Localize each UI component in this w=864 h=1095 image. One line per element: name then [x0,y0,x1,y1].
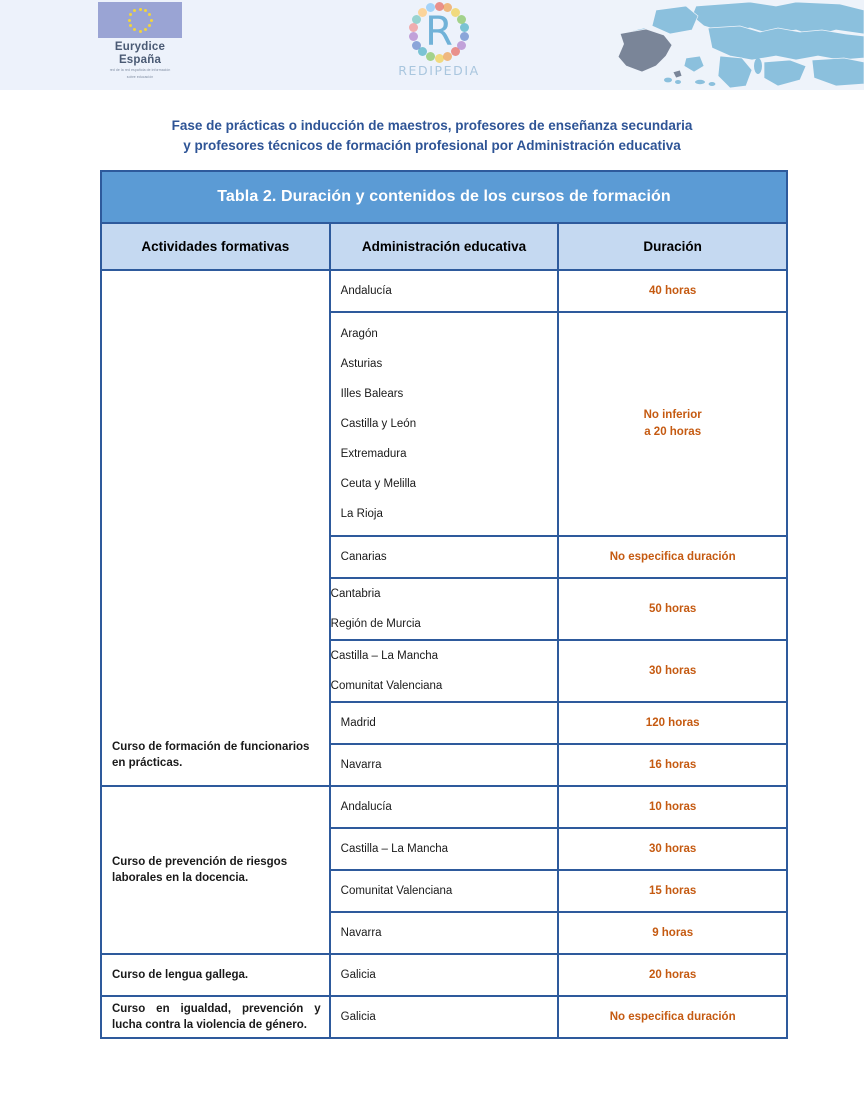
administracion-name: Asturias [340,358,383,370]
administracion-name: Castilla y León [340,418,417,430]
eu-flag-star [139,8,142,11]
duracion-text: 120 horas [645,716,700,729]
activity-cell: Curso en igualdad, prevención y lucha contra la violencia de género. [101,996,330,1038]
administracion-name: Extremadura [340,448,407,460]
administracion-name: Andalucía [340,285,392,297]
eu-flag-star [144,28,147,31]
administracion-cell [330,702,559,744]
duracion-cell [558,870,787,912]
duracion-cell [558,786,787,828]
administracion-cell [330,870,559,912]
table-row [101,270,787,312]
redipedia-logo-name: REDIPEDIA [398,63,480,78]
duracion-text: 40 horas [649,284,697,297]
eu-flag-star [133,28,136,31]
duracion-cell [558,912,787,954]
duracion-text: 30 horas [649,842,697,855]
duracion-text: 15 horas [649,884,697,897]
redipedia-ring-icon [408,1,470,63]
duracion-cell [558,536,787,578]
redipedia-letter-r: R [425,9,453,55]
duracion-cell [558,954,787,996]
activity-cell: Curso de formación de funcionarios en prácticas. [101,270,330,786]
eu-flag-star [148,13,151,16]
duracion-cell [558,312,787,536]
eurydice-logo-subtitle-line1: red de la red española de información [109,68,171,72]
administracion-name: Galicia [340,1011,376,1023]
duracion-cell [558,640,787,702]
table-title: Tabla 2. Duración y contenidos de los cursos de formación [101,171,787,223]
europe-map-icon [600,0,864,90]
eu-flag-star [144,9,147,12]
administracion-name: Comunitat Valenciana [340,885,453,897]
eu-flag-star [150,19,153,22]
administracion-name: Comunitat Valenciana [330,680,443,692]
administracion-name: Ceuta y Melilla [340,478,417,490]
administracion-cell [330,312,559,536]
figure-caption [0,116,864,156]
administracion-name: Navarra [340,759,382,771]
duracion-text: 50 horas [649,602,697,615]
administracion-name: Illes Balears [340,388,404,400]
eu-flag-icon [98,2,182,38]
duracion-cell [558,828,787,870]
duracion-text: No especifica duración [609,1010,736,1023]
column-header-duracion: Duración [558,223,787,270]
eurydice-espana-logo [88,2,192,79]
administracion-name: Madrid [340,717,376,729]
duracion-text: 9 horas [652,926,694,939]
eurydice-logo-subtitle-line2: sobre educación [126,74,154,79]
administracion-cell [330,744,559,786]
column-header-actividades: Actividades formativas [101,223,330,270]
duracion-text: 10 horas [649,800,697,813]
table-row [101,786,787,828]
table-row [101,954,787,996]
activity-cell: Curso de prevención de riesgos laborales en la docencia. [101,786,330,954]
eurydice-logo-name-line1: Eurydice [114,41,166,53]
administracion-cell [330,912,559,954]
administracion-name: Cantabria [330,588,381,600]
duracion-cell [558,578,787,640]
administracion-cell [330,536,559,578]
table-container [100,170,788,1039]
administracion-name: Canarias [340,551,387,563]
eu-flag-star [133,9,136,12]
administracion-cell [330,996,559,1038]
table-header-row [101,223,787,270]
administracion-cell [330,786,559,828]
duracion-text: 20 horas [649,968,697,981]
redipedia-logo [387,1,491,78]
duracion-text: a 20 horas [644,426,702,438]
duracion-cell [558,702,787,744]
duracion-text: No inferior [643,409,702,421]
page-header-band [0,0,864,90]
duration-contents-table [100,170,788,1039]
eu-flag-star [128,19,131,22]
column-header-administracion: Administración educativa [330,223,559,270]
duracion-cell [558,996,787,1038]
caption-line-2: y profesores técnicos de formación profesional por Administración educativa [183,138,681,153]
eu-flag-star [148,24,151,27]
caption-line-1: Fase de prácticas o inducción de maestros, profesores de enseñanza secundaria [171,118,693,133]
administracion-name: Galicia [340,969,376,981]
administracion-cell [330,640,559,702]
administracion-name: Castilla – La Mancha [340,843,449,855]
administracion-name: Castilla – La Mancha [330,650,439,662]
administracion-cell [330,270,559,312]
administracion-cell [330,578,559,640]
eu-flag-star [139,30,142,33]
duracion-cell [558,270,787,312]
administracion-name: Aragón [340,328,378,340]
administracion-name: Región de Murcia [330,618,421,630]
administracion-name: La Rioja [340,508,383,520]
table-title-row [101,171,787,223]
activity-cell: Curso de lengua gallega. [101,954,330,996]
administracion-name: Andalucía [340,801,392,813]
europe-map-svg [600,0,864,90]
administracion-cell [330,954,559,996]
eu-flag-star [129,13,132,16]
duracion-cell [558,744,787,786]
table-row [101,996,787,1038]
duracion-text: No especifica duración [609,550,736,563]
duracion-text: 30 horas [649,664,697,677]
administracion-cell [330,828,559,870]
eu-flag-star [129,24,132,27]
administracion-name: Navarra [340,927,382,939]
eurydice-logo-name-line2: España [118,53,162,66]
duracion-text: 16 horas [649,758,697,771]
